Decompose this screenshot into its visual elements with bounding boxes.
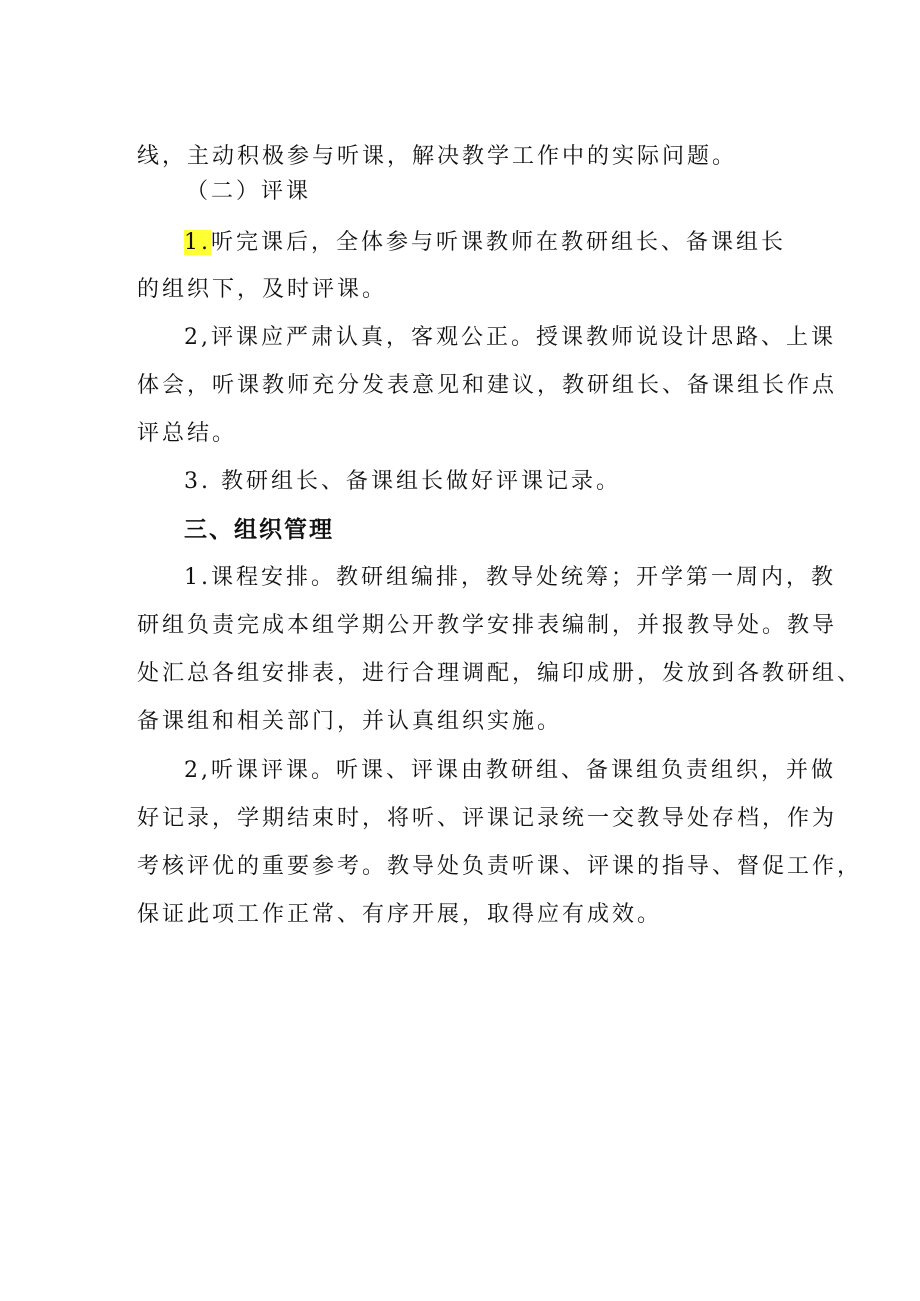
org-item-2-line-4: 保证此项工作正常、有序开展，取得应有成效。 — [137, 902, 663, 927]
org-item-2-line-1: 2,听课评课。听课、评课由教研组、备课组负责组织，并做 — [184, 758, 836, 783]
subsection-heading-review: （二）评课 — [186, 179, 312, 204]
org-item-1-line-1: 1.课程安排。教研组编排，教导处统筹；开学第一周内，教 — [184, 565, 836, 590]
review-item-2-line-3: 评总结。 — [137, 421, 238, 446]
review-item-2-line-2: 体会，听课教师充分发表意见和建议，教研组长、备课组长作点 — [137, 373, 838, 398]
review-item-1-line-1 — [184, 229, 786, 257]
org-item-2-line-3: 考核评优的重要参考。教导处负责听课、评课的指导、督促工作， — [137, 854, 863, 879]
org-item-1-line-4: 备课组和相关部门，并认真组织实施。 — [137, 709, 563, 734]
org-item-2-line-2: 好记录，学期结束时，将听、评课记录统一交教导处存档，作为 — [137, 806, 838, 831]
paragraph-continuation-line: 线，主动积极参与听课，解决教学工作中的实际问题。 — [137, 144, 738, 169]
org-item-1-line-3: 处汇总各组安排表，进行合理调配，编印成册，发放到各教研组、 — [137, 661, 863, 686]
review-item-1-text: 听完课后，全体参与听课教师在教研组长、备课组长 — [211, 230, 787, 255]
review-item-3-line-1: 3. 教研组长、备课组长做好评课记录。 — [184, 469, 621, 494]
org-item-1-line-2: 研组负责完成本组学期公开教学安排表编制，并报教导处。教导 — [137, 613, 838, 638]
section-heading-organization: 三、组织管理 — [184, 517, 334, 543]
review-item-1-line-2: 的组织下，及时评课。 — [137, 277, 388, 302]
highlighted-item-number: 1. — [184, 230, 211, 255]
review-item-2-line-1: 2,评课应严肃认真，客观公正。授课教师说设计思路、上课 — [184, 325, 836, 350]
